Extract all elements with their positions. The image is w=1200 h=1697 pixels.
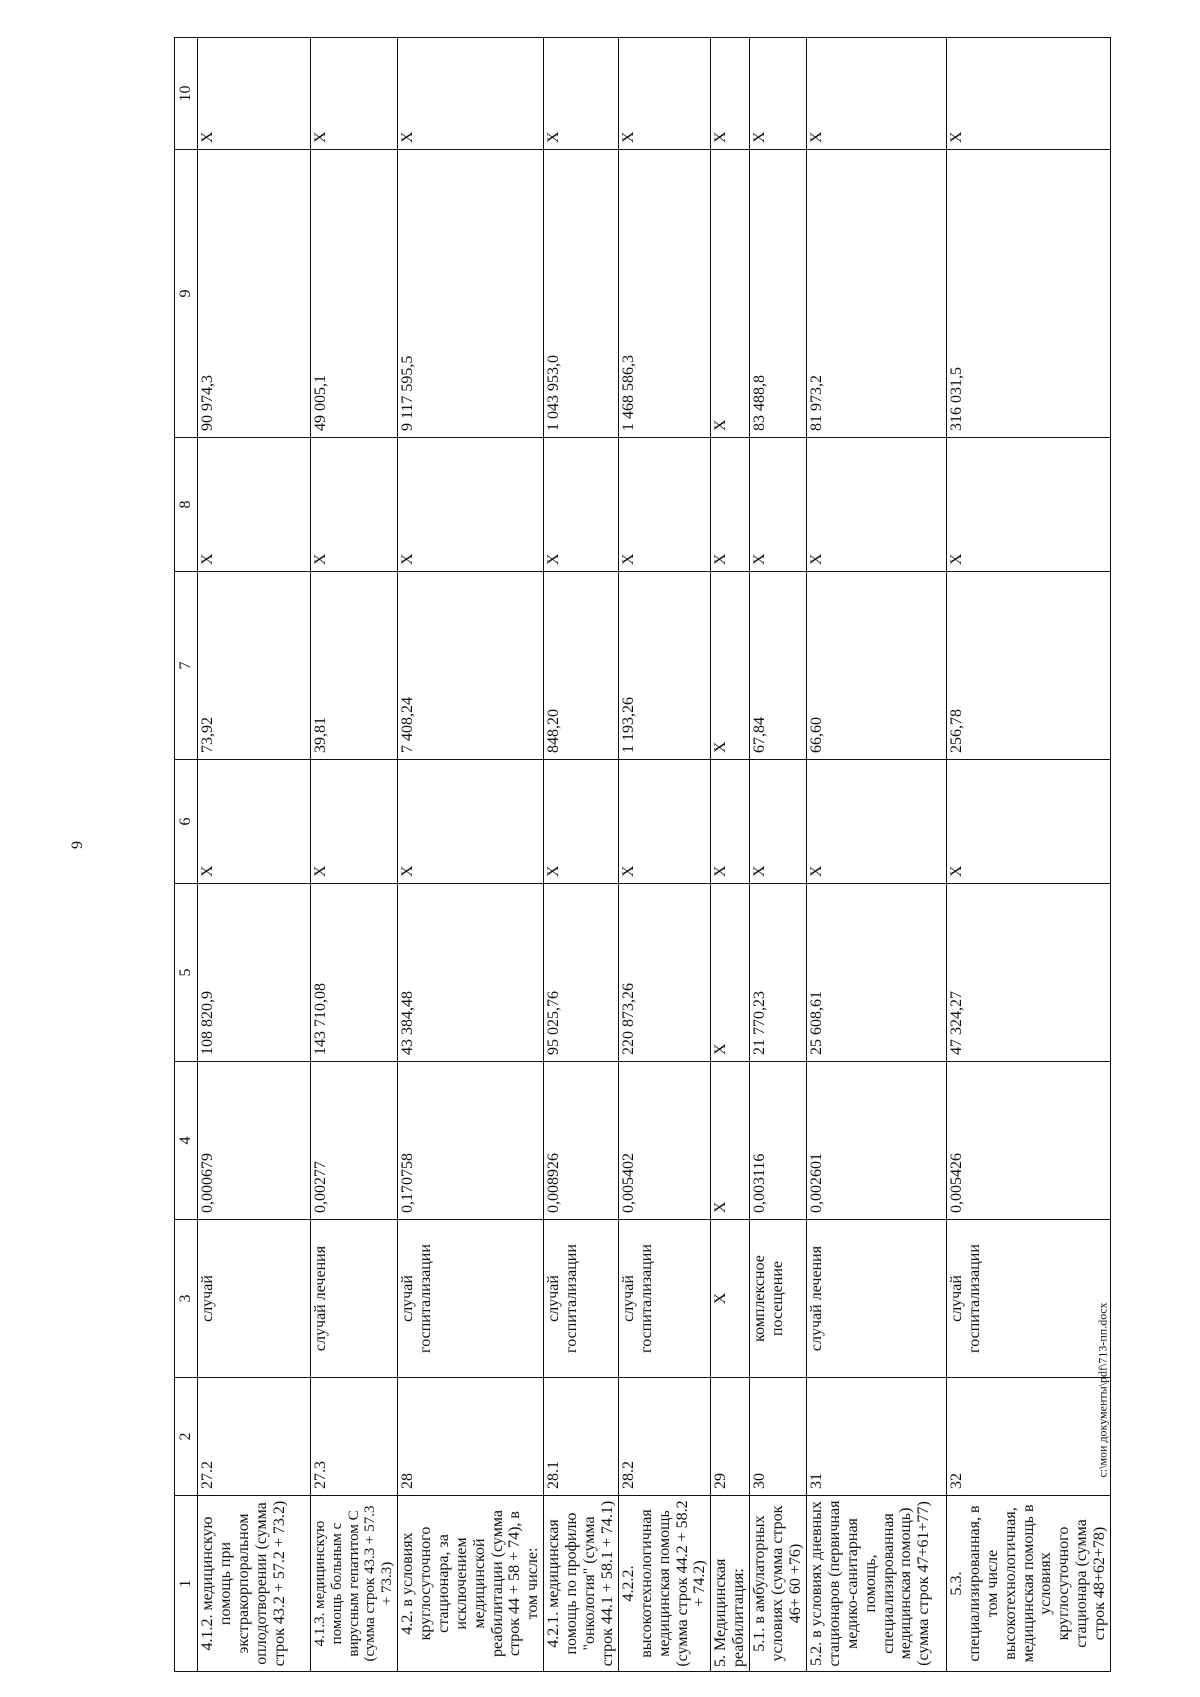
page-number: 9 [69,841,86,849]
row-description: 5.1. в амбулаторных условиях (сумма строк 46+ 60 +76) [750,1496,807,1672]
row-col7: 256,78 [946,572,1110,760]
row-col9: 81 973,2 [806,150,946,438]
row-unit: случай госпитализации [544,1220,619,1378]
row-number: 27.2 [198,1378,311,1496]
row-description: 4.2. в условиях круглосуточного стационара, за исключением медицинской реабилитации (сумма строк 44 + 58 + 74), в том числе: [397,1496,543,1672]
row-col6: Х [397,760,543,884]
row-col6: Х [711,760,750,884]
row-cost: 220 873,26 [618,884,711,1062]
row-col9: Х [711,150,750,438]
row-col7: 66,60 [806,572,946,760]
header-cell: 4 [175,1062,198,1220]
row-col6: Х [750,760,807,884]
header-cell: 8 [175,438,198,572]
row-col10: Х [750,38,807,150]
row-col6: Х [544,760,619,884]
row-norm: 0,005402 [618,1062,711,1220]
row-col8: Х [311,438,398,572]
row-col6: Х [311,760,398,884]
header-cell: 6 [175,760,198,884]
row-norm: 0,002601 [806,1062,946,1220]
row-cost: 21 770,23 [750,884,807,1062]
row-col10: Х [397,38,543,150]
row-number: 28.2 [618,1378,711,1496]
row-cost: 95 025,76 [544,884,619,1062]
row-col10: Х [544,38,619,150]
row-col10: Х [946,38,1110,150]
row-col7: Х [711,572,750,760]
row-col10: Х [711,38,750,150]
row-col9: 1 043 953,0 [544,150,619,438]
footer-file-path-text: c:\мои документы\pdf\713-пп.docx [1095,1302,1110,1478]
data-table [174,37,1111,1672]
header-cell: 7 [175,572,198,760]
row-col7: 848,20 [544,572,619,760]
row-unit: случай госпитализации [397,1220,543,1378]
row-col6: Х [618,760,711,884]
row-col8: Х [198,438,311,572]
table-row [544,38,619,1672]
row-norm: 0,008926 [544,1062,619,1220]
row-norm: 0,00277 [311,1062,398,1220]
row-col7: 7 408,24 [397,572,543,760]
header-cell: 1 [175,1496,198,1672]
table-row [946,38,1110,1672]
row-norm: 0,170758 [397,1062,543,1220]
row-col7: 73,92 [198,572,311,760]
row-col6: Х [946,760,1110,884]
row-col10: Х [311,38,398,150]
row-norm: 0,003116 [750,1062,807,1220]
table-row [311,38,398,1672]
row-cost: 108 820,9 [198,884,311,1062]
row-description: 5. Медицинская реабилитация: [711,1496,750,1672]
row-col9: 90 974,3 [198,150,311,438]
row-norm: Х [711,1062,750,1220]
row-col6: Х [806,760,946,884]
row-number: 28 [397,1378,543,1496]
table-row [618,38,711,1672]
row-cost: Х [711,884,750,1062]
row-number: 32 [946,1378,1110,1496]
row-description: 5.3. специализированная, в том числе высокотехнологичная, медицинская помощь в условиях круглосуточного стационара (сумма строк 48+62+78) [946,1496,1110,1672]
row-col8: Х [750,438,807,572]
header-cell: 5 [175,884,198,1062]
row-col7: 67,84 [750,572,807,760]
row-number: 29 [711,1378,750,1496]
table-row [397,38,543,1672]
row-description: 4.2.2. высокотехнологичная медицинская помощь (сумма строк 44.2 + 58.2 + 74.2) [618,1496,711,1672]
row-col10: Х [198,38,311,150]
row-col9: 316 031,5 [946,150,1110,438]
row-unit: случай госпитализации [946,1220,1110,1378]
row-unit: Х [711,1220,750,1378]
header-cell: 3 [175,1220,198,1378]
row-unit: случай лечения [806,1220,946,1378]
row-col8: Х [618,438,711,572]
row-col8: Х [806,438,946,572]
row-col9: 9 117 595,5 [397,150,543,438]
row-description: 5.2. в условиях дневных стационаров (первичная медико-санитарная помощь, специализированная медицинская помощь) (сумма строк 47+61+77) [806,1496,946,1672]
table-row [806,38,946,1672]
row-cost: 25 608,61 [806,884,946,1062]
row-col9: 49 005,1 [311,150,398,438]
row-col7: 1 193,26 [618,572,711,760]
row-description: 4.1.2. медицинскую помощь при экстракорпоральном оплодотворении (сумма строк 43.2 + 57.2 + 73.2) [198,1496,311,1672]
header-cell: 9 [175,150,198,438]
row-col8: Х [946,438,1110,572]
row-cost: 143 710,08 [311,884,398,1062]
row-unit: комплексное посещение [750,1220,807,1378]
row-cost: 43 384,48 [397,884,543,1062]
header-cell: 10 [175,38,198,150]
table-row [750,38,807,1672]
table-row [198,38,311,1672]
row-number: 27.3 [311,1378,398,1496]
row-unit: случай [198,1220,311,1378]
row-col10: Х [806,38,946,150]
row-col10: Х [618,38,711,150]
row-col8: Х [397,438,543,572]
row-description: 4.2.1. медицинская помощь по профилю "онкология" (сумма строк 44.1 + 58.1 + 74.1) [544,1496,619,1672]
row-col8: Х [711,438,750,572]
row-col6: Х [198,760,311,884]
table-row [711,38,750,1672]
row-number: 30 [750,1378,807,1496]
row-norm: 0,000679 [198,1062,311,1220]
row-norm: 0,005426 [946,1062,1110,1220]
row-col7: 39,81 [311,572,398,760]
row-unit: случай госпитализации [618,1220,711,1378]
row-cost: 47 324,27 [946,884,1110,1062]
row-number: 28.1 [544,1378,619,1496]
row-col8: Х [544,438,619,572]
header-cell: 2 [175,1378,198,1496]
row-number: 31 [806,1378,946,1496]
table-header-row [175,38,198,1672]
row-col9: 1 468 586,3 [618,150,711,438]
row-description: 4.1.3. медицинскую помощь больным с вирусным гепатитом С (сумма строк 43.3 + 57.3 + 73.3) [311,1496,398,1672]
row-unit: случай лечения [311,1220,398,1378]
row-col9: 83 488,8 [750,150,807,438]
